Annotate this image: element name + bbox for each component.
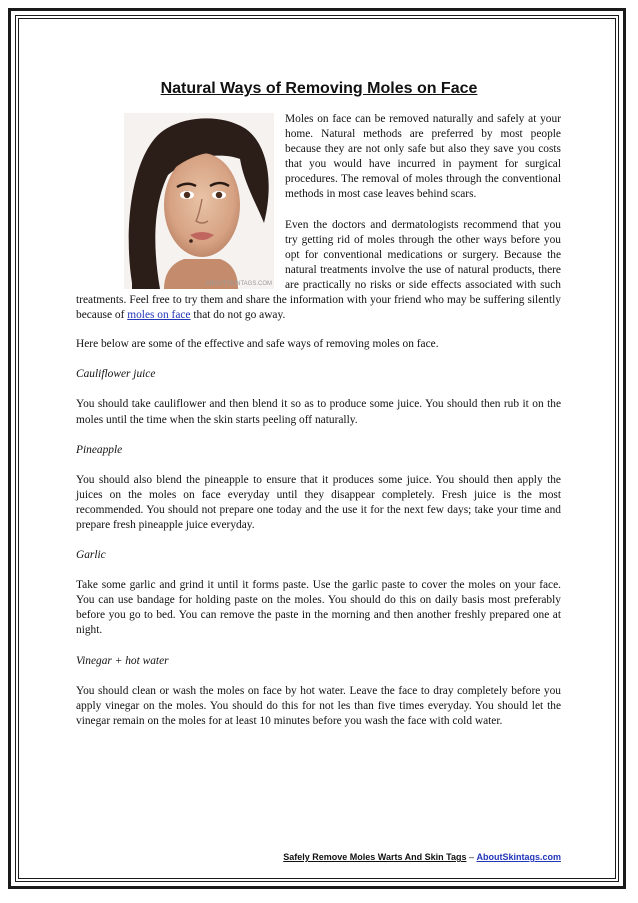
intro-paragraph-2-end: that do not go away. bbox=[190, 309, 286, 322]
footer-separator: – bbox=[466, 852, 477, 862]
page-footer bbox=[0, 852, 561, 862]
lead-paragraph: Here below are some of the effective and safe ways of removing moles on face. bbox=[76, 338, 439, 351]
section-heading-pineapple: Pineapple bbox=[76, 443, 123, 456]
document-body bbox=[76, 112, 561, 744]
section-body-garlic: Take some garlic and grind it until it forms paste. Use the garlic paste to cover the moles on your face. You can use bandage for holding paste on the moles. You should do this on daily basis most preferably before you go to bed. You can remove the paste in the morning and then another freshly prepared one at night. bbox=[76, 579, 561, 637]
image-float-spacer bbox=[76, 112, 285, 292]
section-heading-cauliflower: Cauliflower juice bbox=[76, 368, 156, 381]
section-heading-vinegar: Vinegar + hot water bbox=[76, 654, 169, 667]
footer-label: Safely Remove Moles Warts And Skin Tags bbox=[283, 852, 467, 862]
section-body-vinegar: You should clean or wash the moles on face by hot water. Leave the face to dray completely before you apply vinegar on the moles. You should do this for not les than five times everyday. You should let the vinegar remain on the moles for at least 10 minutes before you wash the face with cold water. bbox=[76, 684, 561, 727]
section-body-cauliflower: You should take cauliflower and then blend it so as to produce some juice. You should then rub it on the moles until the time when the skin starts peeling off naturally. bbox=[76, 398, 561, 426]
moles-on-face-link[interactable]: moles on face bbox=[127, 309, 191, 322]
photo-watermark: ABOUTSKINTAGS.COM bbox=[205, 281, 272, 287]
section-body-pineapple: You should also blend the pineapple to ensure that it produces some juice. You should then apply the juices on the moles on face everyday until they disappear completely. Fresh juice is the most recommended. You should not prepare one today and the use it for the next few days; take your time and prepare fresh pineapple juice everyday. bbox=[76, 473, 561, 531]
intro-paragraph-1: Moles on face can be removed naturally and safely at your home. Natural methods are preferred by most people because they are not only safe but also they save you costs that you would have incurred in payment for surgical procedures. The removal of moles through the conventional methods in most case leaves behind scars. bbox=[285, 113, 561, 201]
footer-site-link[interactable]: AboutSkintags.com bbox=[476, 852, 561, 862]
document-title: Natural Ways of Removing Moles on Face bbox=[160, 80, 478, 97]
intro-paragraph-2-text: Even the doctors and dermatologists recommend that you try getting rid of moles through the other ways before you opt for conventional medications or surgery. Because the natural treatments involve the use of natural products, there are practically no risks or side effects associated with such treatments. Feel free to try them and share the information with your friend who may be suffering silently because of bbox=[76, 218, 561, 322]
section-heading-garlic: Garlic bbox=[76, 549, 106, 562]
